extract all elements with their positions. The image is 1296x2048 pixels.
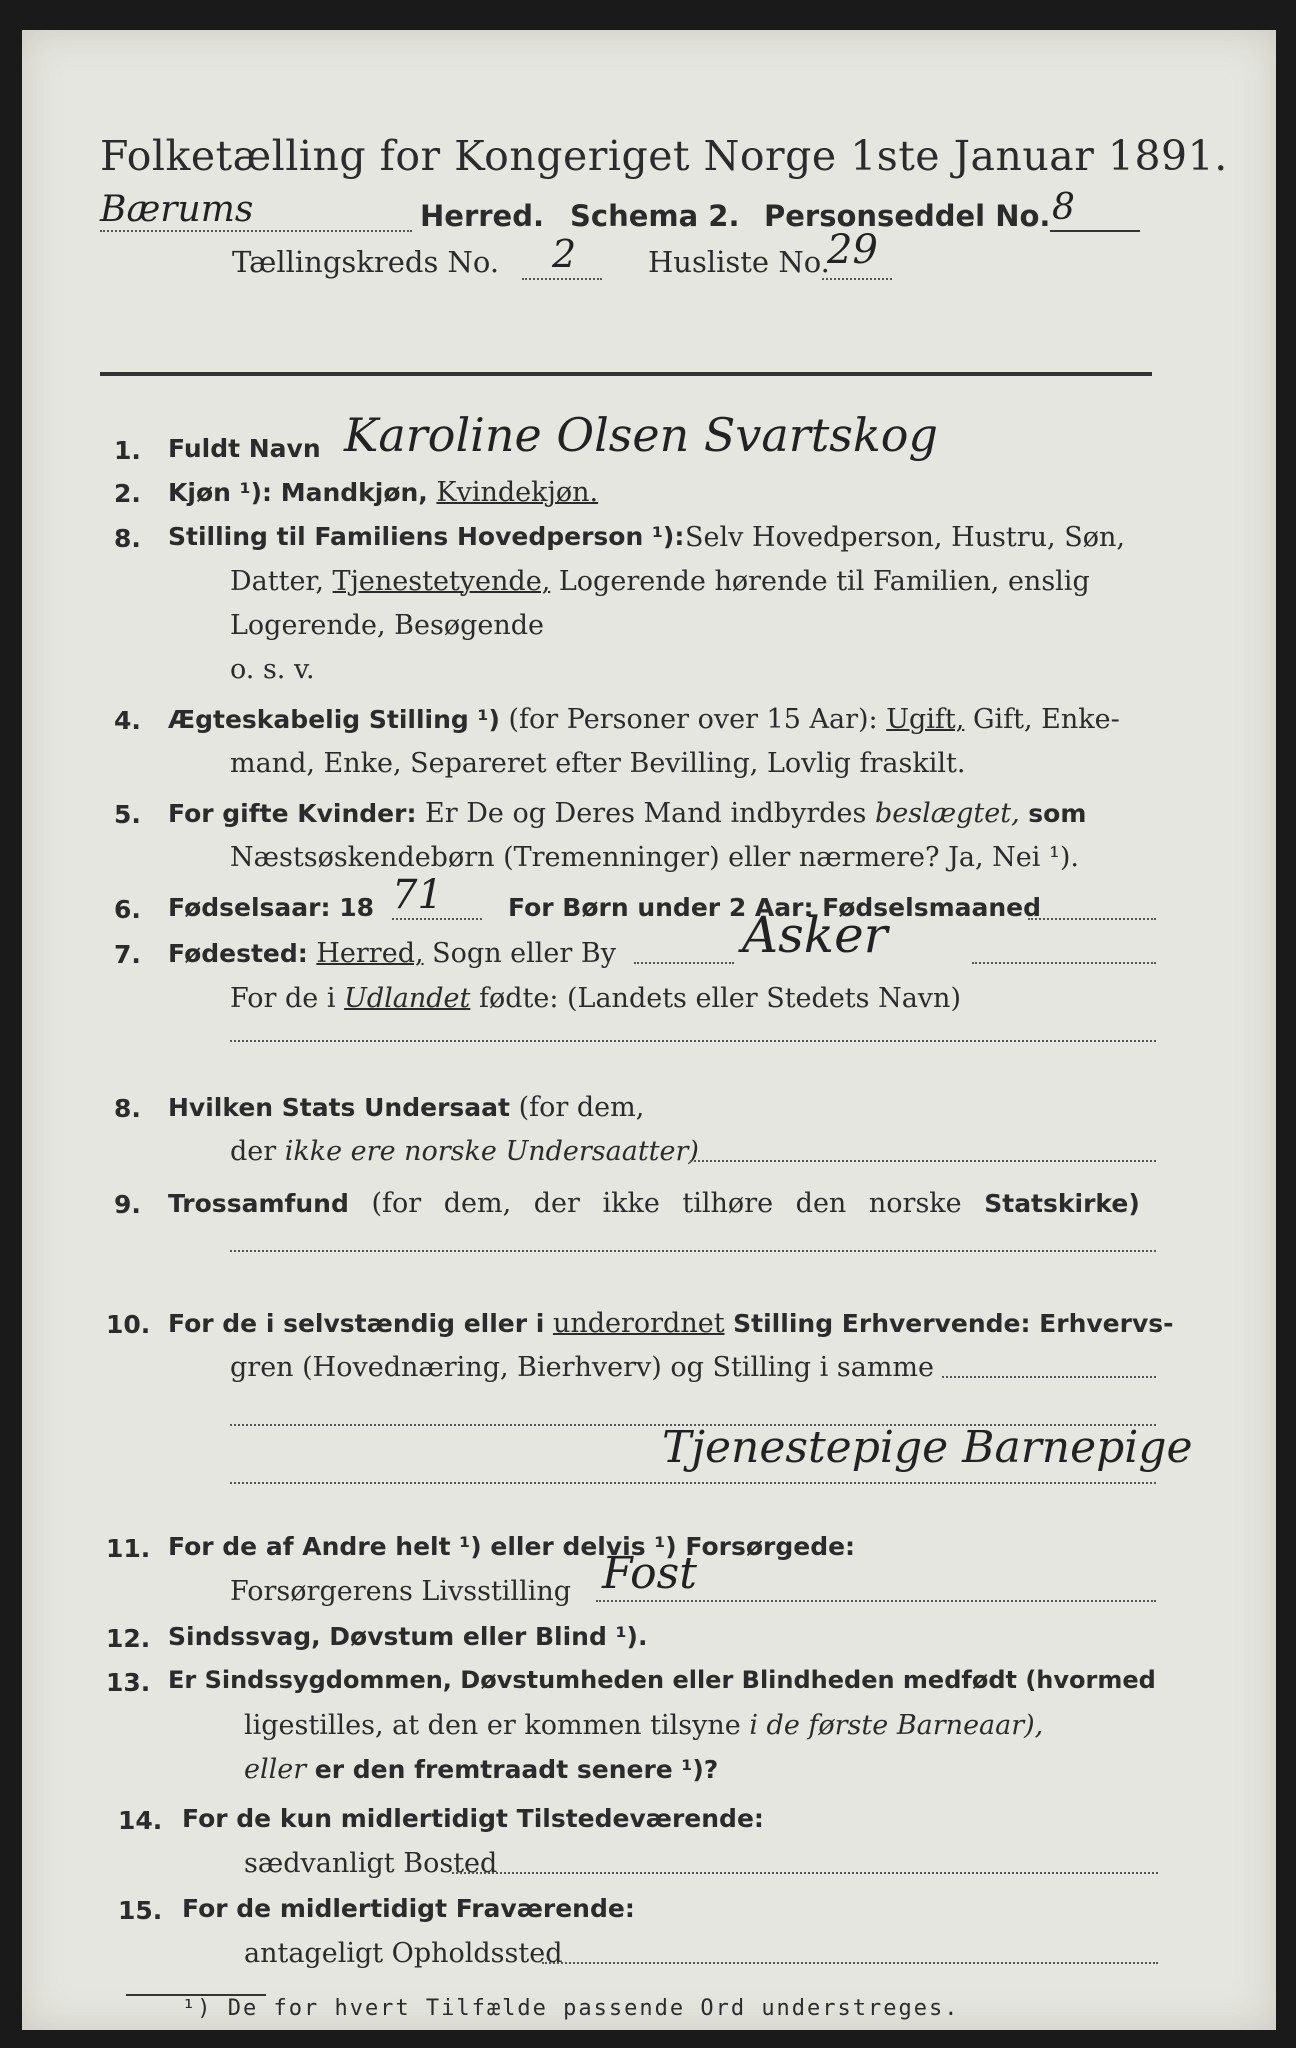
q3-line3: Logerende, Besøgende bbox=[230, 610, 544, 641]
q5-line2: Næstsøskendebørn (Tremenninger) eller nærmere? Ja, Nei ¹). bbox=[230, 842, 1079, 873]
q10-line1 bbox=[168, 1310, 1174, 1337]
q3-line2 bbox=[230, 568, 1090, 595]
q4-line1 bbox=[168, 706, 1120, 733]
q15-dotline bbox=[542, 1962, 1158, 1964]
q9-number: 9. bbox=[114, 1190, 141, 1219]
q2-number: 2. bbox=[114, 479, 141, 508]
q5-italic: beslægtet, bbox=[874, 798, 1020, 829]
q7-line2a: For de i bbox=[230, 983, 336, 1014]
q1-value: Karoline Olsen Svartskog bbox=[344, 408, 938, 462]
q10-text: Stilling Erhvervende: Erhvervs- bbox=[733, 1309, 1174, 1338]
q9-text: (for dem, der ikke tilhøre den norske bbox=[371, 1188, 962, 1219]
q15-line2: antageligt Opholdssted bbox=[244, 1938, 563, 1969]
personseddel-rule bbox=[1050, 230, 1140, 232]
q6-number: 6. bbox=[114, 895, 141, 924]
q7-number: 7. bbox=[114, 940, 141, 969]
q8-der: der bbox=[230, 1136, 277, 1167]
q8-line2 bbox=[230, 1138, 699, 1165]
q6-text: For Børn under 2 Aar: Fødselsmaaned bbox=[508, 893, 1042, 922]
q10-value: Tjenestepige Barnepige bbox=[662, 1422, 1193, 1473]
q3-line4: o. s. v. bbox=[230, 654, 315, 685]
q14-dotline bbox=[452, 1872, 1158, 1874]
kreds-label: Tællingskreds No. bbox=[232, 245, 500, 279]
q3-line1: Selv Hovedperson, Hustru, Søn, bbox=[685, 522, 1125, 553]
q5-label: For gifte Kvinder: bbox=[168, 799, 417, 828]
q5-end: som bbox=[1028, 799, 1087, 828]
q7-value: Asker bbox=[742, 906, 888, 964]
q5-number: 5. bbox=[114, 800, 141, 829]
q10-dotline bbox=[942, 1376, 1156, 1378]
kreds-dotline bbox=[522, 278, 602, 280]
q13-line2 bbox=[244, 1712, 1043, 1739]
q9-label: Trossamfund bbox=[168, 1189, 349, 1218]
q10-line2: gren (Hovednæring, Bierhverv) og Stilling i samme bbox=[230, 1352, 935, 1383]
form-title: Folketælling for Kongeriget Norge 1ste Januar 1891. bbox=[100, 132, 1228, 180]
q9-line1 bbox=[168, 1190, 1140, 1217]
personseddel-label: Personseddel No. bbox=[764, 199, 1051, 233]
q8-italic: ikke ere norske Undersaatter) bbox=[284, 1136, 699, 1167]
q7-line1 bbox=[168, 940, 616, 967]
q7-line2 bbox=[230, 985, 961, 1012]
q4-line2: mand, Enke, Separeret efter Bevilling, Lovlig fraskilt. bbox=[230, 748, 966, 779]
herred-label: Herred. bbox=[420, 199, 544, 233]
herred-value: Bærums bbox=[100, 189, 254, 230]
q13-line3 bbox=[244, 1756, 718, 1783]
q4-number: 4. bbox=[114, 706, 141, 735]
q8-text: (for dem, bbox=[518, 1092, 645, 1123]
census-form-page bbox=[22, 30, 1276, 2030]
header-divider bbox=[100, 372, 1152, 376]
personseddel-value: 8 bbox=[1052, 187, 1075, 228]
q2-option-kvindekjon: Kvindekjøn. bbox=[436, 477, 599, 508]
q1-label: Fuldt Navn bbox=[168, 434, 321, 463]
husliste-value: 29 bbox=[827, 227, 878, 273]
q11-number: 11. bbox=[106, 1534, 151, 1563]
q10-label: For de i selvstændig eller i bbox=[168, 1309, 545, 1338]
q14-label: For de kun midlertidigt Tilstedeværende: bbox=[182, 1804, 764, 1833]
husliste-label: Husliste No. bbox=[648, 245, 830, 279]
q10-underordnet: underordnet bbox=[552, 1308, 725, 1339]
q13-line3b: er den fremtraadt senere ¹)? bbox=[314, 1755, 719, 1784]
q10-dotline-3 bbox=[230, 1482, 1156, 1484]
q7-option-herred: Herred, bbox=[316, 938, 424, 969]
herred-dotline bbox=[100, 230, 412, 232]
q2-label bbox=[168, 479, 598, 506]
q15-number: 15. bbox=[118, 1896, 163, 1925]
q13-line2b: i de første Barneaar), bbox=[749, 1710, 1044, 1741]
q9-dotline bbox=[230, 1250, 1156, 1252]
q7-dotline bbox=[634, 962, 734, 964]
q6-label: Fødselsaar: 18 bbox=[168, 893, 374, 922]
q4-option-ugift: Ugift, bbox=[886, 704, 965, 735]
q6-value: 71 bbox=[392, 872, 443, 918]
q7-line2c: fødte: (Landets eller Stedets Navn) bbox=[478, 983, 961, 1014]
q14-line2: sædvanligt Bosted bbox=[244, 1848, 498, 1879]
q15-label: For de midlertidigt Fraværende: bbox=[182, 1894, 635, 1923]
q6-dotline bbox=[392, 918, 482, 920]
q7-dotline-3 bbox=[230, 1040, 1156, 1042]
q3-logerende: Logerende hørende til Familien, enslig bbox=[558, 566, 1090, 597]
q8-line1 bbox=[168, 1094, 644, 1121]
q12-label: Sindssvag, Døvstum eller Blind ¹). bbox=[168, 1622, 648, 1651]
q8-dotline bbox=[690, 1160, 1156, 1162]
q14-number: 14. bbox=[118, 1806, 163, 1835]
q7-dotline-2 bbox=[972, 962, 1156, 964]
q8-label: Hvilken Stats Undersaat bbox=[168, 1093, 510, 1122]
q4-rest: Gift, Enke- bbox=[972, 704, 1120, 735]
q5-line1 bbox=[168, 800, 1086, 827]
q10-number: 10. bbox=[106, 1310, 151, 1339]
q8-number: 8. bbox=[114, 1094, 141, 1123]
q13-line2a: ligestilles, at den er kommen tilsyne bbox=[244, 1710, 741, 1741]
q3-tjenestetyende: Tjenestetyende, bbox=[332, 566, 551, 597]
q11-line2: Forsørgerens Livsstilling bbox=[230, 1576, 572, 1607]
q13-number: 13. bbox=[106, 1668, 151, 1697]
q3-datter: Datter, bbox=[230, 566, 324, 597]
q1-number: 1. bbox=[114, 436, 141, 465]
q4-label: Ægteskabelig Stilling ¹) bbox=[168, 705, 500, 734]
husliste-dotline bbox=[822, 278, 892, 280]
q3-label: Stilling til Familiens Hovedperson ¹): bbox=[168, 522, 685, 551]
q7-label: Fødested: bbox=[168, 939, 308, 968]
q3-number: 8. bbox=[114, 524, 141, 553]
q12-number: 12. bbox=[106, 1624, 151, 1653]
q11-dotline bbox=[596, 1600, 1156, 1602]
kreds-value: 2 bbox=[552, 232, 577, 276]
q7-text: Sogn eller By bbox=[432, 938, 616, 969]
q13-eller: eller bbox=[244, 1754, 307, 1785]
q13-label: Er Sindssygdommen, Døvstumheden eller Blindheden medfødt (hvormed bbox=[168, 1666, 1156, 1694]
q4-text: (for Personer over 15 Aar): bbox=[508, 704, 878, 735]
q7-udlandet: Udlandet bbox=[344, 983, 471, 1014]
q5-text: Er De og Deres Mand indbyrdes bbox=[425, 798, 867, 829]
q11-value: Fost bbox=[602, 1548, 697, 1599]
q9-end: Statskirke) bbox=[984, 1189, 1140, 1218]
q6-dotline-2 bbox=[1028, 918, 1156, 920]
q2-label-text: Kjøn ¹): Mandkjøn, bbox=[168, 478, 428, 507]
q11-label: For de af Andre helt ¹) eller delvis ¹) Forsørgede: bbox=[168, 1532, 856, 1561]
footnote: ¹) De for hvert Tilfælde passende Ord understreges. bbox=[182, 1996, 960, 2021]
schema-label: Schema 2. bbox=[570, 199, 740, 233]
